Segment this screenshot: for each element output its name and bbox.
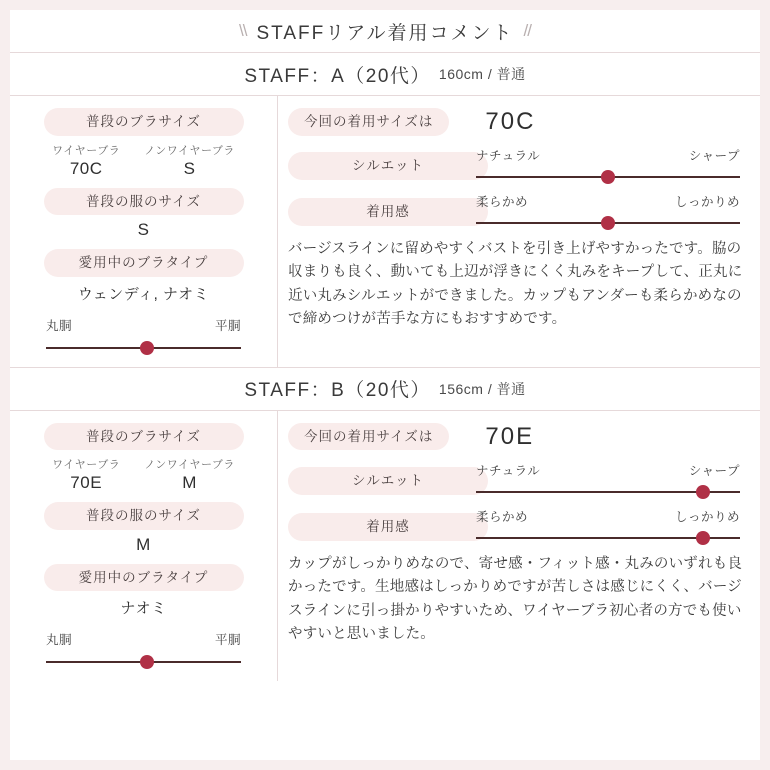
silhouette-left-label: ナチュラル	[476, 463, 541, 478]
body-shape-left-label: 丸胴	[46, 318, 73, 333]
worn-size-row	[288, 108, 746, 136]
staff-header-a	[10, 53, 760, 96]
body-shape-right-label: 平胴	[214, 633, 241, 648]
silhouette-marker	[601, 170, 615, 184]
feel-marker	[601, 216, 615, 230]
feel-track	[476, 216, 740, 230]
body-shape-track	[46, 655, 241, 669]
decorative-slashes-left: \\	[239, 21, 247, 40]
staff-body-b	[10, 411, 760, 682]
staff-name: STAFF：B（20代）	[244, 380, 431, 402]
staff-header-b	[10, 368, 760, 411]
silhouette-row	[288, 146, 746, 184]
favorite-bra-type-group	[20, 249, 267, 304]
usual-clothes-size-value: M	[136, 534, 151, 554]
silhouette-right-label: シャープ	[688, 463, 740, 478]
silhouette-track	[476, 170, 740, 184]
wired-bra-value: 70C	[69, 158, 103, 178]
silhouette-track	[476, 485, 740, 499]
usual-clothes-size-label: 普段の服のサイズ	[44, 502, 244, 530]
staff-b-profile-column	[10, 411, 278, 682]
body-shape-slider-labels	[46, 316, 241, 334]
body-shape-right-label: 平胴	[214, 318, 241, 333]
wired-bra-caption: ワイヤーブラ	[52, 459, 121, 472]
silhouette-slider-labels	[476, 461, 740, 479]
page-title: STAFFリアル着用コメント	[256, 22, 514, 44]
feel-right-label: しっかりめ	[674, 195, 740, 209]
body-shape-marker	[140, 655, 154, 669]
wireless-bra-caption: ノンワイヤーブラ	[144, 144, 235, 157]
silhouette-label: シルエット	[288, 152, 488, 180]
staff-block-a	[10, 52, 760, 367]
staff-comment-text: カップがしっかりめなので、寄せ感・フィット感・丸みのいずれも良かったです。生地感はしっかりめですが苦しさは感じにくく、バージスラインに引っ掛かりやすいため、ワイヤーブラ初心者の方でも使いやすいと思いました。	[288, 555, 743, 643]
favorite-bra-type-value: ウェンディ, ナオミ	[77, 285, 210, 303]
silhouette-marker	[696, 485, 710, 499]
usual-clothes-size-label: 普段の服のサイズ	[44, 188, 244, 216]
favorite-bra-type-group	[20, 564, 267, 619]
silhouette-row	[288, 461, 746, 499]
wireless-bra-cell	[144, 142, 235, 179]
feel-marker	[696, 531, 710, 545]
feel-right-label: しっかりめ	[674, 509, 740, 524]
silhouette-left-label: ナチュラル	[476, 149, 541, 163]
favorite-bra-type-value: ナオミ	[120, 600, 167, 618]
favorite-bra-type-label: 愛用中のブラタイプ	[44, 249, 244, 277]
wireless-bra-value: S	[183, 158, 196, 178]
wired-bra-cell	[52, 456, 120, 493]
body-shape-marker	[140, 341, 154, 355]
usual-clothes-size-group	[20, 188, 267, 241]
usual-bra-size-group	[20, 423, 267, 494]
wireless-bra-cell	[144, 456, 235, 493]
usual-clothes-size-value: S	[137, 220, 150, 240]
staff-a-review-column	[278, 96, 760, 367]
silhouette-label: シルエット	[288, 467, 488, 495]
staff-meta: 160cm / 普通	[438, 66, 526, 82]
body-shape-track	[46, 341, 241, 355]
usual-clothes-size-group	[20, 502, 267, 555]
feel-row	[288, 507, 746, 545]
decorative-slashes-right: //	[523, 21, 531, 40]
feel-slider	[476, 507, 746, 545]
staff-name: STAFF：A（20代）	[244, 65, 431, 87]
staff-a-profile-column	[10, 96, 278, 367]
silhouette-label-cell	[288, 467, 464, 499]
silhouette-slider	[476, 461, 746, 499]
worn-size-value: 70C	[485, 108, 536, 135]
usual-bra-size-label: 普段のブラサイズ	[44, 108, 244, 136]
staff-comment-text: バージスラインに留めやすくバストを引き上げやすかったです。脇の収まりも良く、動いても上辺が浮きにくく丸みをキープして、正丸に近い丸みシルエットができました。カップもアンダーも柔らかめなので締めつけが苦手な方にもおすすめです。	[288, 241, 743, 328]
feel-left-label: 柔らかめ	[476, 195, 529, 209]
feel-left-label: 柔らかめ	[476, 509, 529, 524]
body-shape-slider	[20, 630, 267, 669]
wired-bra-caption: ワイヤーブラ	[52, 144, 121, 157]
wired-bra-cell	[52, 142, 120, 179]
worn-size-row	[288, 423, 746, 451]
staff-body-a	[10, 96, 760, 367]
page-header	[10, 10, 760, 52]
feel-row	[288, 192, 746, 230]
usual-bra-size-group	[20, 108, 267, 179]
silhouette-slider-labels	[476, 146, 740, 164]
usual-bra-size-label: 普段のブラサイズ	[44, 423, 244, 451]
feel-label-cell	[288, 198, 464, 230]
usual-bra-size-values	[20, 456, 267, 493]
feel-slider-labels	[476, 507, 740, 525]
feel-slider	[476, 192, 746, 230]
silhouette-slider	[476, 146, 746, 184]
staff-block-b	[10, 367, 760, 682]
wireless-bra-value: M	[182, 473, 197, 493]
silhouette-label-cell	[288, 152, 464, 184]
feel-label: 着用感	[288, 198, 488, 226]
feel-label-cell	[288, 513, 464, 545]
body-shape-slider-labels	[46, 630, 241, 648]
worn-size-label: 今回の着用サイズは	[288, 423, 449, 451]
staff-b-review-column	[278, 411, 760, 682]
favorite-bra-type-label: 愛用中のブラタイプ	[44, 564, 244, 592]
body-shape-slider	[20, 316, 267, 355]
wireless-bra-caption: ノンワイヤーブラ	[144, 459, 235, 472]
silhouette-right-label: シャープ	[688, 149, 740, 163]
body-shape-left-label: 丸胴	[46, 633, 73, 648]
wired-bra-value: 70E	[70, 473, 103, 493]
worn-size-label: 今回の着用サイズは	[288, 108, 449, 136]
staff-meta: 156cm / 普通	[438, 380, 526, 397]
usual-bra-size-values	[20, 142, 267, 179]
feel-label: 着用感	[288, 513, 488, 541]
worn-size-value: 70E	[485, 422, 535, 450]
feel-slider-labels	[476, 192, 740, 210]
feel-track	[476, 531, 740, 545]
